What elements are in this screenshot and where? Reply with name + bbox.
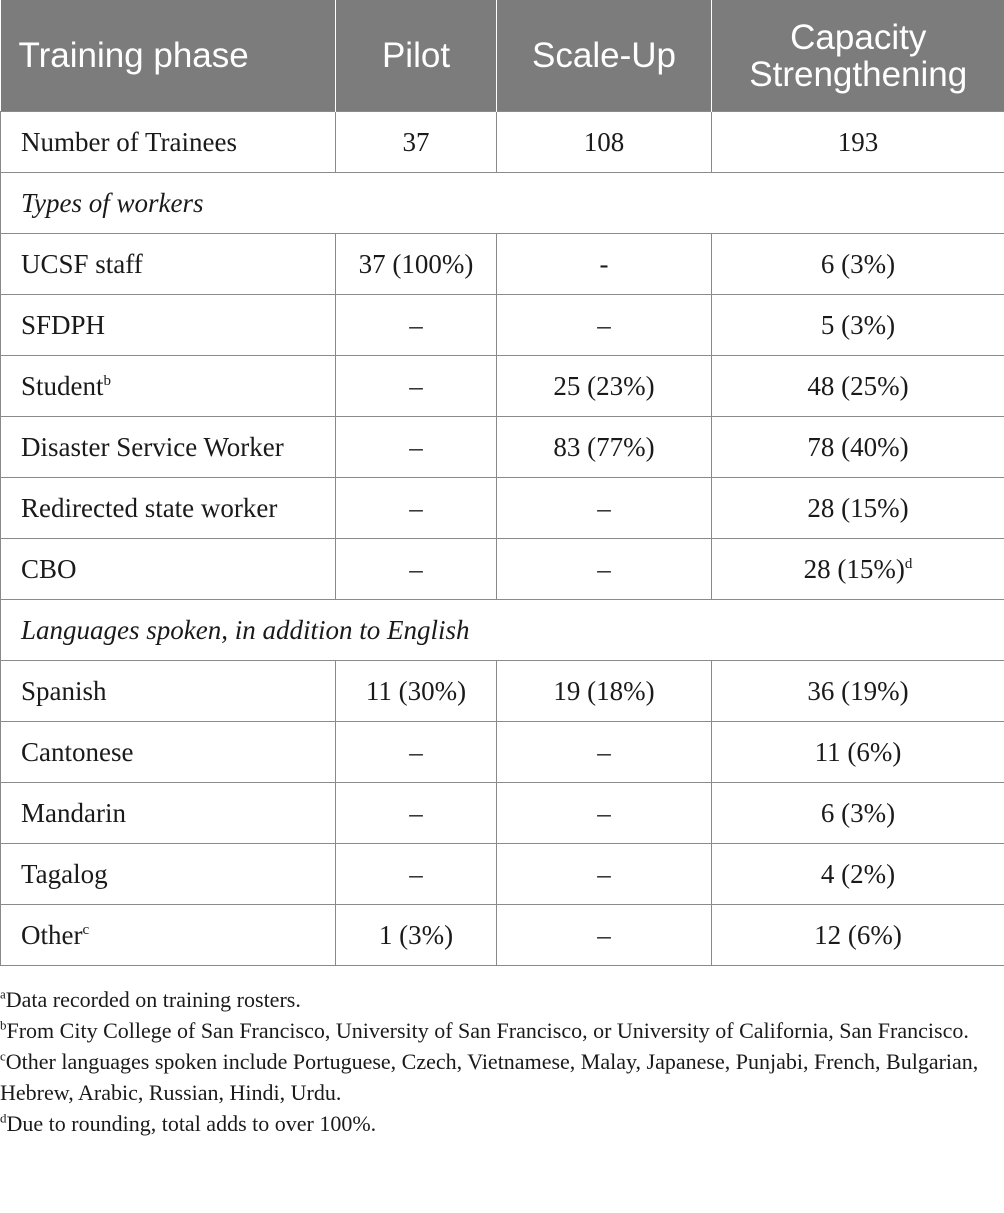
footnote-b [0,1015,1004,1046]
row-label: Spanish [1,661,336,722]
header-scale-up: Scale-Up [497,0,712,112]
header-cap-line2: Strengthening [749,54,968,94]
cell-capacity-with-note [712,539,1004,600]
footnote-marker: d [904,555,913,572]
table-row [1,722,1004,783]
table-footnotes [0,984,1004,1139]
footnote-marker: c [0,1048,6,1064]
header-cap-line1: Capacity [790,17,927,57]
cell-scale-up: 108 [497,112,712,173]
cell-pilot: – [336,844,497,905]
cell-pilot: – [336,722,497,783]
table-row [1,417,1004,478]
cell-pilot: – [336,295,497,356]
row-label: Tagalog [1,844,336,905]
cell-capacity: 11 (6%) [712,722,1004,783]
cell-pilot: – [336,539,497,600]
cell-scale-up: – [497,722,712,783]
cell-capacity: 4 (2%) [712,844,1004,905]
table-row [1,905,1004,966]
cell-capacity: 193 [712,112,1004,173]
cell-capacity: 78 (40%) [712,417,1004,478]
cell-capacity: 48 (25%) [712,356,1004,417]
table-row [1,112,1004,173]
header-capacity-strengthening [712,0,1004,112]
cell-capacity: 12 (6%) [712,905,1004,966]
cell-scale-up: – [497,539,712,600]
row-label: Student [21,370,104,401]
footnote-marker: d [0,1110,7,1126]
cell-scale-up: - [497,234,712,295]
table-row [1,661,1004,722]
row-label: Number of Trainees [1,112,336,173]
row-label-cell [1,356,336,417]
table-row [1,539,1004,600]
header-training-phase: Training phase [1,0,336,112]
cell-pilot: 37 (100%) [336,234,497,295]
header-row [1,0,1004,112]
cell-pilot: 11 (30%) [336,661,497,722]
cell-pilot: – [336,356,497,417]
cell-capacity: 28 (15%) [803,553,905,584]
table-row [1,234,1004,295]
row-label: SFDPH [1,295,336,356]
cell-scale-up: 83 (77%) [497,417,712,478]
cell-pilot: – [336,478,497,539]
cell-scale-up: 25 (23%) [497,356,712,417]
row-label: Cantonese [1,722,336,783]
table-row [1,295,1004,356]
footnote-text: Other languages spoken include Portuguese, Czech, Vietnamese, Malay, Japanese, Punjabi, French, Bulgarian, Hebrew, Arabic, Russian, Hindi, Urdu. [0,1049,979,1105]
cell-scale-up: – [497,478,712,539]
row-label-cell [1,905,336,966]
footnote-a [0,984,1004,1015]
header-pilot: Pilot [336,0,497,112]
footnote-marker: b [0,1017,7,1033]
footnote-text: From City College of San Francisco, University of San Francisco, or University of California, San Francisco. [6,1018,969,1043]
table-row [1,356,1004,417]
cell-scale-up: 19 (18%) [497,661,712,722]
section-row [1,173,1004,234]
footnote-marker: c [82,921,90,938]
footnote-marker: b [103,372,112,389]
cell-capacity: 6 (3%) [712,234,1004,295]
cell-capacity: 5 (3%) [712,295,1004,356]
row-label: Other [21,919,83,950]
cell-scale-up: – [497,295,712,356]
footnote-c [0,1046,1004,1108]
cell-scale-up: – [497,783,712,844]
table-row [1,844,1004,905]
cell-scale-up: – [497,905,712,966]
footnote-d [0,1108,1004,1139]
cell-capacity: 28 (15%) [712,478,1004,539]
section-heading: Types of workers [1,173,1004,234]
cell-pilot: 37 [336,112,497,173]
cell-pilot: 1 (3%) [336,905,497,966]
cell-scale-up: – [497,844,712,905]
cell-pilot: – [336,417,497,478]
footnote-text: Data recorded on training rosters. [5,987,301,1012]
footnote-marker: a [0,986,6,1002]
section-row [1,600,1004,661]
section-heading: Languages spoken, in addition to English [1,600,1004,661]
cell-pilot: – [336,783,497,844]
footnote-text: Due to rounding, total adds to over 100%. [6,1111,377,1136]
row-label: Disaster Service Worker [1,417,336,478]
table-row [1,478,1004,539]
row-label: UCSF staff [1,234,336,295]
row-label: CBO [1,539,336,600]
cell-capacity: 36 (19%) [712,661,1004,722]
cell-capacity: 6 (3%) [712,783,1004,844]
row-label: Mandarin [1,783,336,844]
row-label: Redirected state worker [1,478,336,539]
table-row [1,783,1004,844]
